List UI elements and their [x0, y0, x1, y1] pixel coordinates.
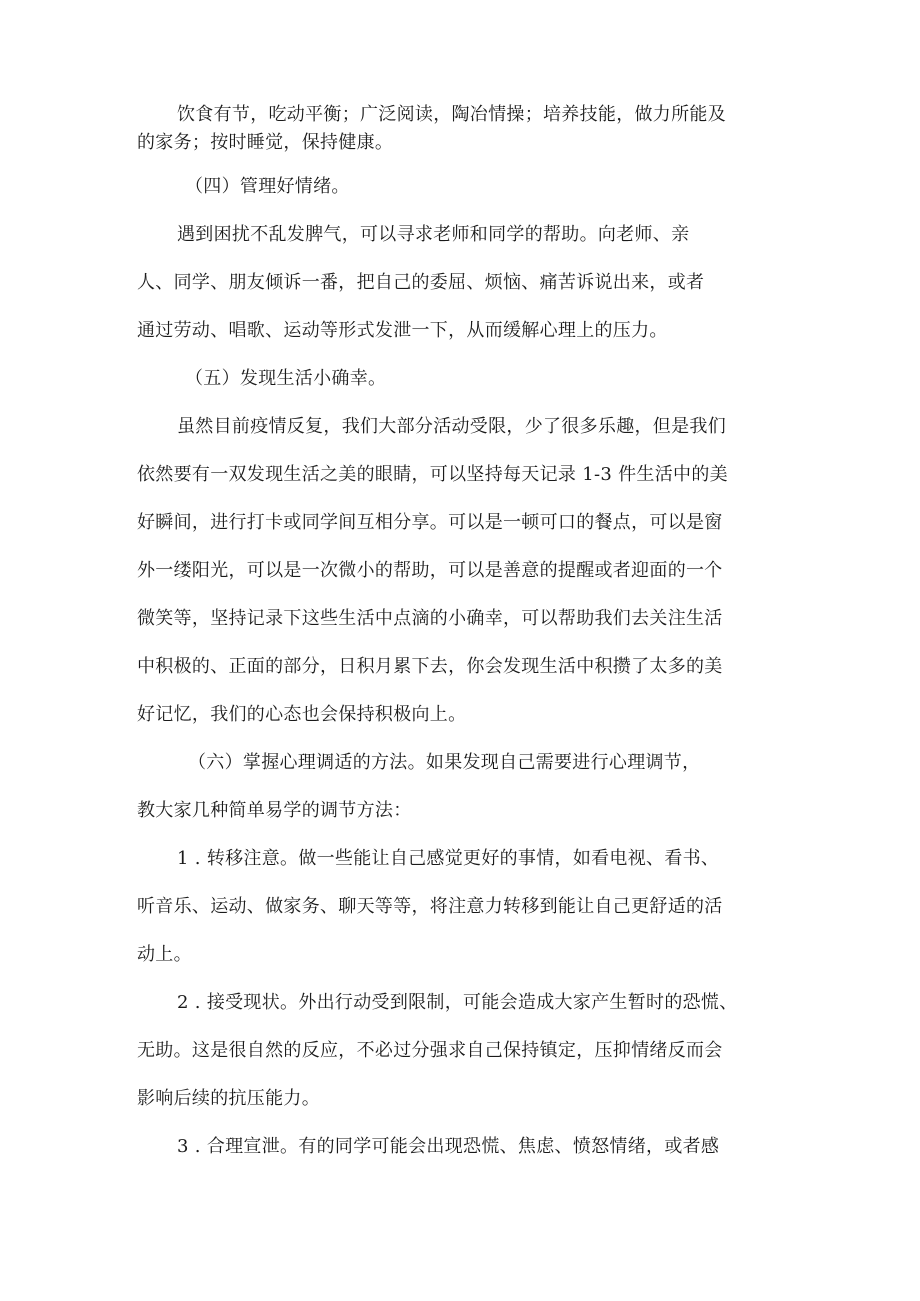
text-line: 好瞬间，进行打卡或同学间互相分享。可以是一顿可口的餐点，可以是窗 [137, 512, 723, 533]
text-line: 的家务；按时睡觉，保持健康。 [137, 132, 394, 153]
section-heading-6: （六）掌握心理调适的方法。如果发现自己需要进行心理调节， [188, 752, 701, 773]
text-line: 教大家几种简单易学的调节方法： [137, 800, 412, 821]
text-line: 听音乐、运动、做家务、聊天等等，将注意力转移到能让自己更舒适的活 [137, 896, 723, 917]
text-line: 遇到困扰不乱发脾气，可以寻求老师和同学的帮助。向老师、亲 [177, 224, 690, 245]
list-item-2: 2 . 接受现状。外出行动受到限制，可能会造成大家产生暂时的恐慌、 [177, 992, 738, 1013]
text-line: 影响后续的抗压能力。 [137, 1088, 320, 1109]
text-line: 依然要有一双发现生活之美的眼睛，可以坚持每天记录 1-3 件生活中的美 [137, 464, 728, 485]
text-line: 外一缕阳光，可以是一次微小的帮助，可以是善意的提醒或者迎面的一个 [137, 560, 723, 581]
text-line: 无助。这是很自然的反应，不必过分强求自己保持镇定，压抑情绪反而会 [137, 1040, 723, 1061]
section-heading-5: （五）发现生活小确幸。 [185, 368, 387, 389]
text-line: 通过劳动、唱歌、运动等形式发泄一下，从而缓解心理上的压力。 [137, 320, 668, 341]
list-item-3: 3 . 合理宣泄。有的同学可能会出现恐慌、焦虑、愤怒情绪，或者感 [177, 1136, 720, 1157]
text-line: 动上。 [137, 944, 192, 965]
text-line: 人、同学、朋友倾诉一番，把自己的委屈、烦恼、痛苦诉说出来，或者 [137, 272, 705, 293]
list-item-1: 1 . 转移注意。做一些能让自己感觉更好的事情，如看电视、看书、 [177, 848, 720, 869]
text-line: 好记忆，我们的心态也会保持积极向上。 [137, 704, 467, 725]
text-line: 饮食有节，吃动平衡；广泛阅读，陶冶情操；培养技能，做力所能及 [177, 104, 726, 125]
text-line: 虽然目前疫情反复，我们大部分活动受限，少了很多乐趣，但是我们 [177, 416, 726, 437]
text-line: 中积极的、正面的部分，日积月累下去，你会发现生活中积攒了太多的美 [137, 656, 723, 677]
section-heading-4: （四）管理好情绪。 [185, 176, 350, 197]
text-line: 微笑等，坚持记录下这些生活中点滴的小确幸，可以帮助我们去关注生活 [137, 608, 723, 629]
